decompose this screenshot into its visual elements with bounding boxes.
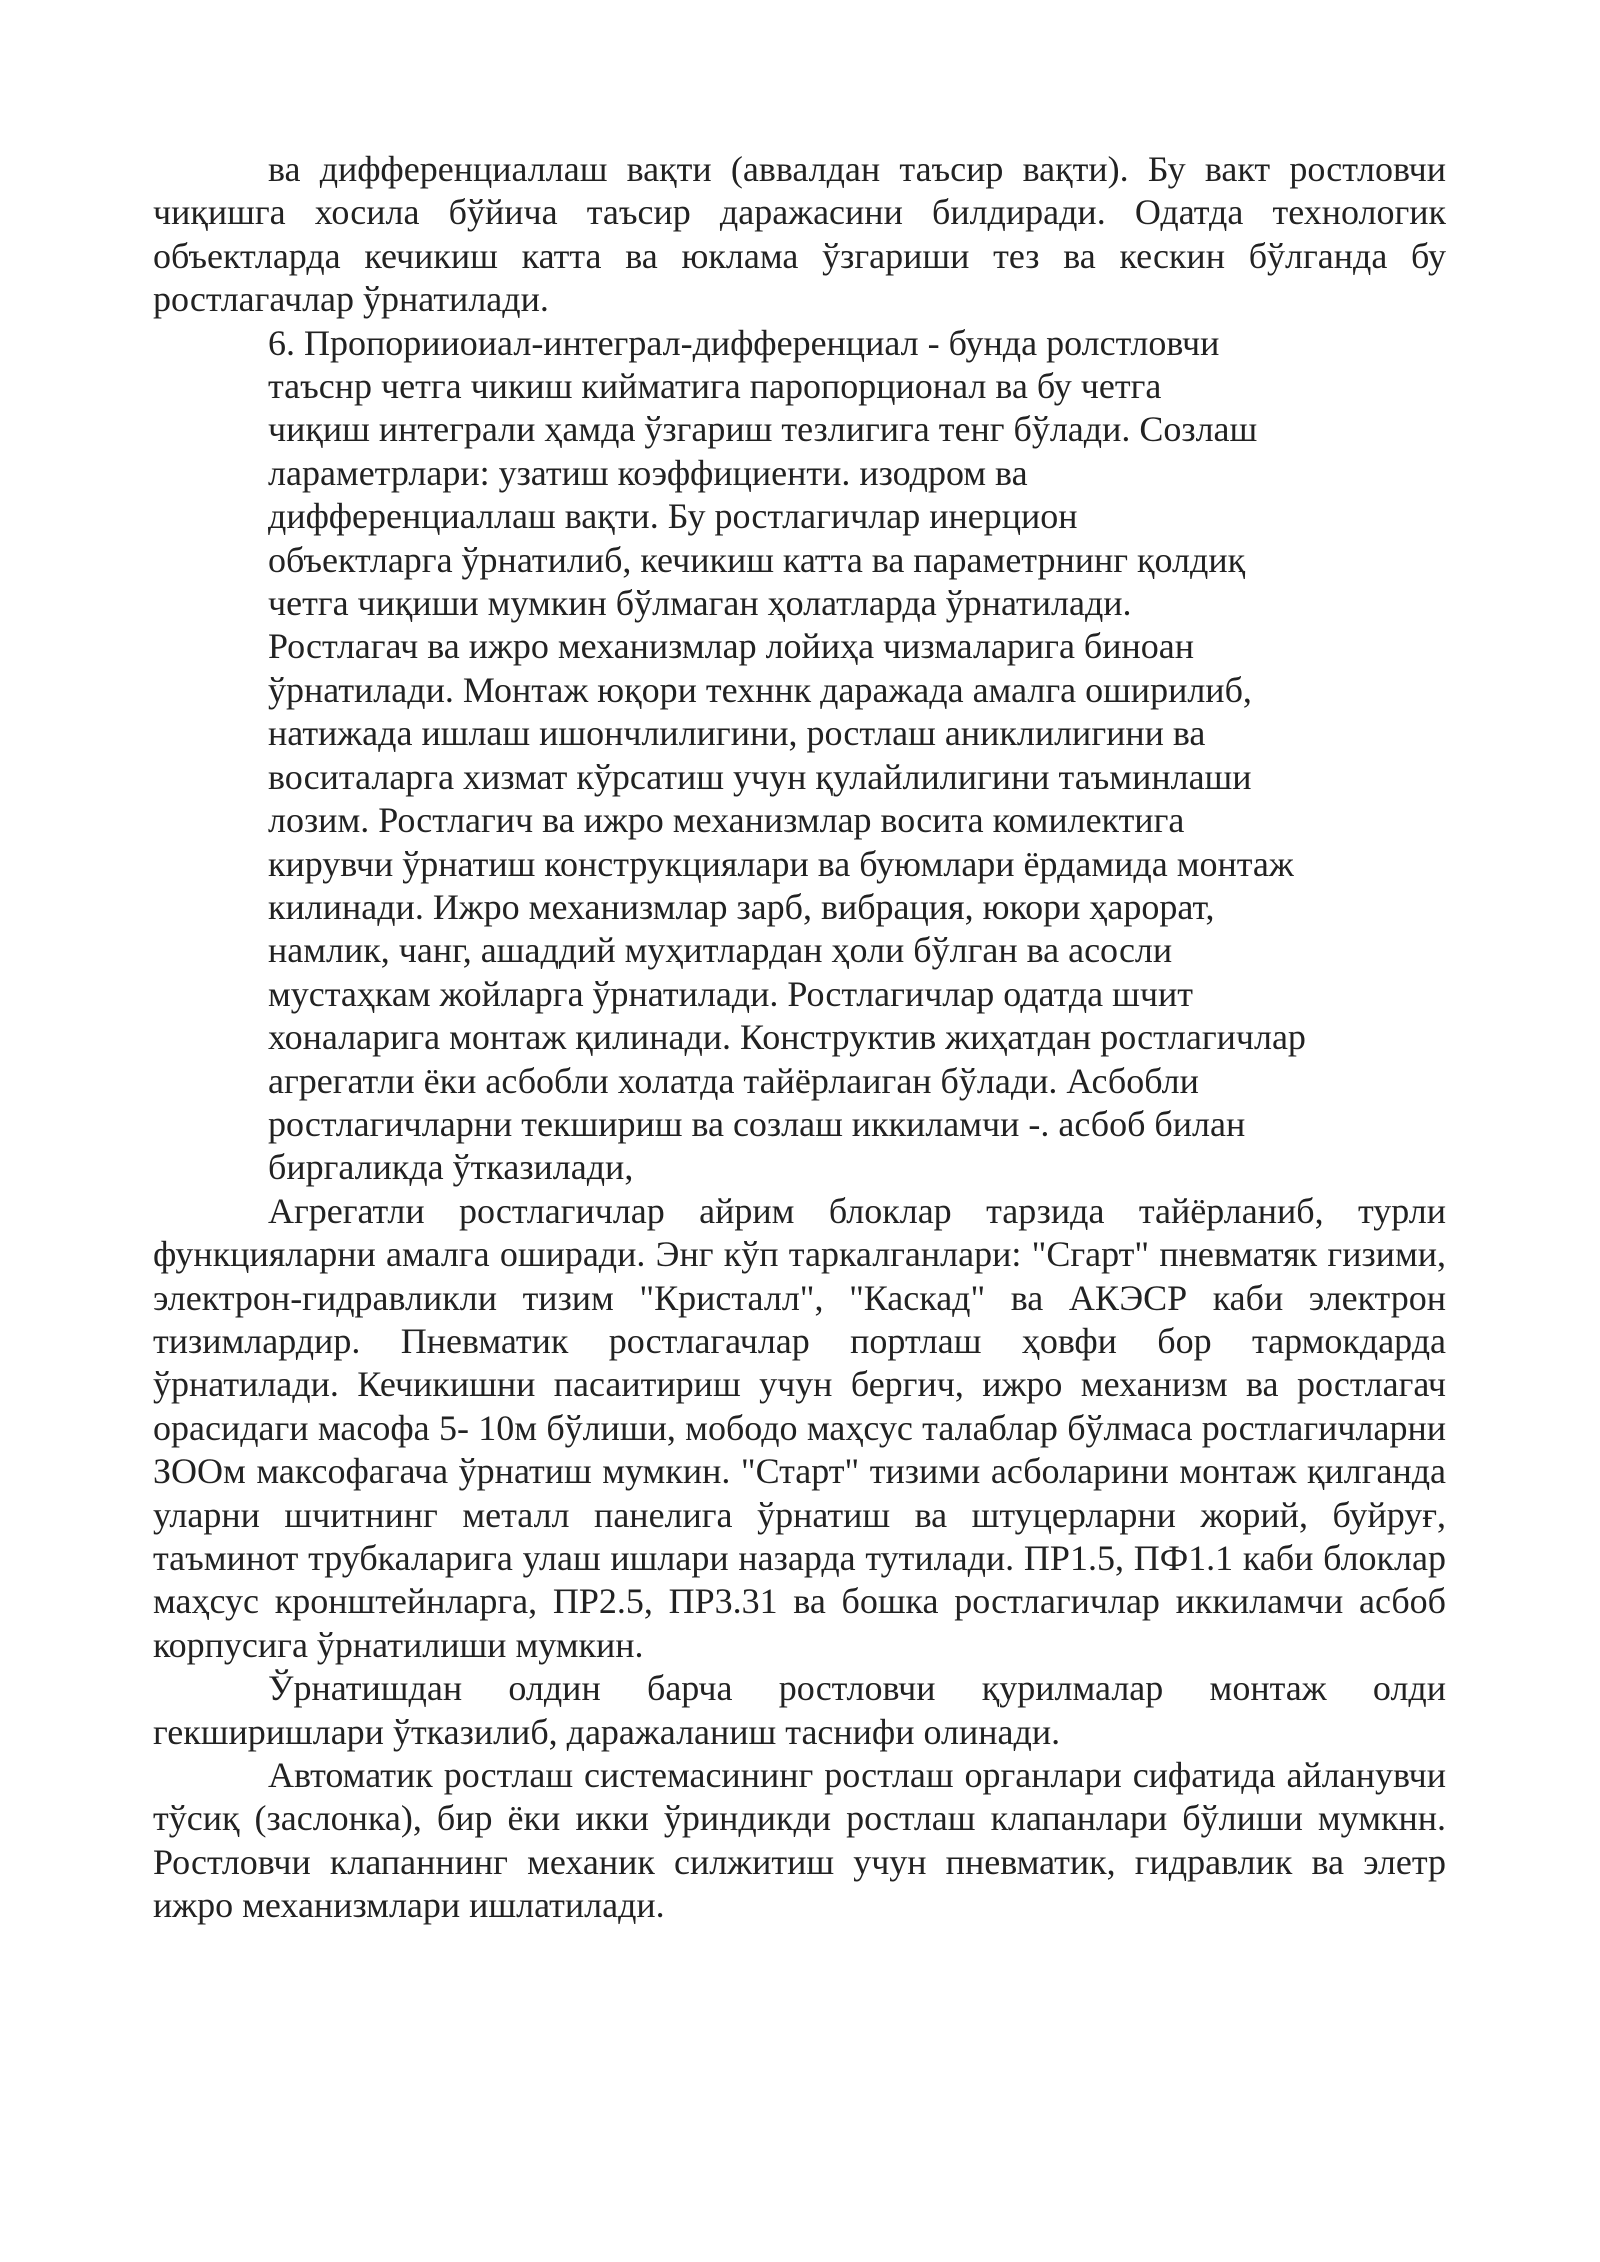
- block-line: объектларга ўрнатилиб, кечикиш катта ва параметрнинг қолдиқ: [268, 539, 1246, 580]
- document-body: [153, 148, 1446, 1928]
- paragraph-1: ва дифференциаллаш вақти (аввалдан таъсир вақти). Бу вакт ростловчи чиқишга хосила бўйича таъсир даражасини билдиради. Одатда технологик объектларда кечикиш катта ва юклама ўзгариши тез ва кескин бўлганда бу ростлагачлар ўрнатилади.: [153, 149, 1446, 320]
- block-line: лараметрлари: узатиш коэффициенти. изодром ва: [268, 452, 1028, 493]
- paragraph-2: Агрегатли ростлагичлар айрим блоклар тарзида тайёрланиб, турли функцияларни амалга оширади. Энг кўп таркалганлари: "Сгарт" пневматяк гизими, электрон-гидравликли тизим "Кристалл", "Каскад" ва АКЭСР каби электрон тизимлардир. Пневматик ростлагачлар портлаш ҳовфи бор тармокдарда ўрнатилади. Кечикишни пасаитириш учун бергич, ижро механизм ва ростлагач орасидаги масофа 5- 10м бўлиши, мободо маҳсус талаблар бўлмаса ростлагичларни ЗООм максофагача ўрнатиш мумкин. "Старт" тизими асболарини монтаж қилганда уларни шчитнинг металл панелига ўрнатиш ва штуцерларни жорий, буйруғ, таъминот трубкаларига улаш ишлари назарда тутилади. ПР1.5, ПФ1.1 каби блоклар маҳсус кронштейнларга, ПР2.5, ПР3.31 ва бошка ростлагичлар иккиламчи асбоб корпусига ўрнатилиши мумкин.: [153, 1190, 1446, 1665]
- block-line: биргаликда ўтказилади,: [268, 1147, 634, 1188]
- block-line: ростлагичларни текшириш ва созлаш иккиламчи -. асбоб билан: [268, 1103, 1246, 1144]
- block-line: мустаҳкам жойларга ўрнатилади. Ростлагичлар одатда шчит: [268, 973, 1193, 1014]
- block-line: килинади. Ижро механизмлар зарб, вибрация, юкори ҳарорат,: [268, 886, 1215, 927]
- block-line: натижада ишлаш ишончлилигини, ростлаш аниклилигини ва: [268, 713, 1206, 754]
- block-line: дифференциаллаш вақти. Бу ростлагичлар инерцион: [268, 496, 1078, 537]
- block-line: 6. Пропорииоиал-интеграл-дифференциал - бунда ролстловчи: [268, 322, 1220, 363]
- block-line: Ростлагач ва ижро механизмлар лойиҳа чизмаларига биноан: [268, 626, 1195, 667]
- block-line: ўрнатилади. Монтаж юқори техннк даражада амалга оширилиб,: [268, 669, 1252, 710]
- block-line: четга чиқиши мумкин бўлмаган ҳолатларда ўрнатилади.: [268, 583, 1132, 624]
- block-line: лозим. Ростлагич ва ижро механизмлар восита комилектига: [268, 800, 1185, 841]
- block-line: воситаларга хизмат кўрсатиш учун қулайлилигини таъминлаши: [268, 756, 1252, 797]
- block-line: таъснр четга чикиш кийматига паропорционал ва бу четга: [268, 366, 1162, 407]
- block-line: намлик, чанг, ашаддий муҳитлардан ҳоли бўлган ва асосли: [268, 930, 1173, 971]
- paragraph-3: Ўрнатишдан олдин барча ростловчи қурилмалар монтаж олди гекширишлари ўтказилиб, даражаланиш таснифи олинади.: [153, 1668, 1446, 1752]
- block-line: хоналарига монтаж қилинади. Конструктив жиҳатдан ростлагичлар: [268, 1017, 1306, 1058]
- block-line: чиқиш интеграли ҳамда ўзгариш тезлигига тенг бўлади. Созлаш: [268, 409, 1258, 450]
- block-line: кирувчи ўрнатиш конструкциялари ва буюмлари ёрдамида монтаж: [268, 843, 1294, 884]
- block-line: агрегатли ёки асбобли холатда тайёрлаиган бўлади. Асбобли: [268, 1060, 1199, 1101]
- indented-block: [268, 322, 1446, 1190]
- paragraph-4: Автоматик ростлаш системасининг ростлаш органлари сифатида айланувчи тўсиқ (заслонка), бир ёки икки ўриндикди ростлаш клапанлари бўлиши мумкнн. Ростловчи клапаннинг механик силжитиш учун пневматик, гидравлик ва элетр ижро механизмлари ишлатилади.: [153, 1755, 1446, 1926]
